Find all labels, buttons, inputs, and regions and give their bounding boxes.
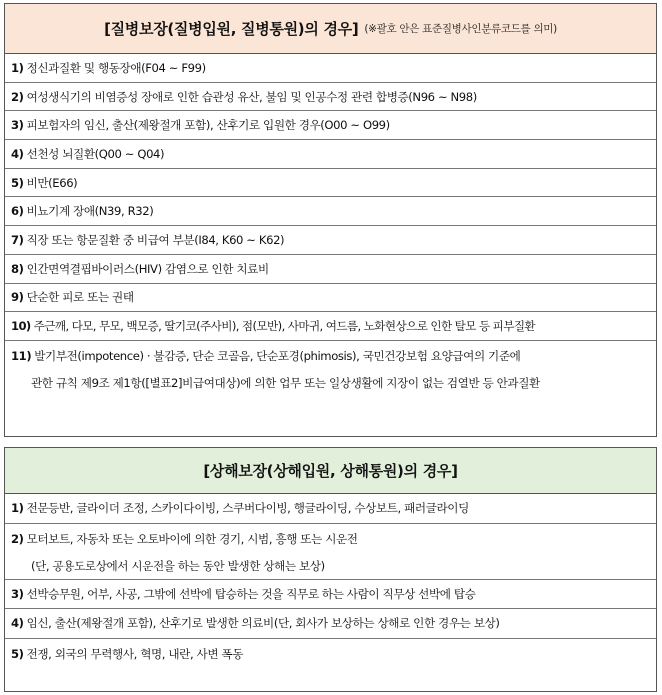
item-text-continued: (단, 공용도로상에서 시운전을 하는 동안 발생한 상해는 보상)	[31, 558, 325, 573]
item-number: 3)	[11, 586, 24, 601]
exclusion-row	[5, 169, 656, 198]
item-text: 단순한 피로 또는 권태	[26, 290, 134, 305]
item-number: 2)	[11, 89, 24, 104]
item-number: 5)	[11, 175, 24, 190]
item-number: 1)	[11, 501, 24, 516]
item-text: 직장 또는 항문질환 중 비급여 부분(I84, K60 ~ K62)	[26, 232, 285, 247]
item-text-continued: 관한 규칙 제9조 제1항([별표2]비급여대상)에 의한 업무 또는 일상생활에 지장이 없는 검열반 등 안과질환	[31, 375, 540, 390]
item-text: 주근깨, 다모, 무모, 백모증, 딸기코(주사비), 점(모반), 사마귀, 여드름, 노화현상으로 인한 탈모 등 피부질환	[33, 319, 536, 334]
item-text: 전쟁, 외국의 무력행사, 혁명, 내란, 사변 폭동	[26, 646, 244, 661]
exclusion-row	[5, 284, 656, 313]
exclusion-row	[5, 580, 656, 610]
exclusion-row	[5, 140, 656, 169]
item-text: 여성생식기의 비염증성 장애로 인한 습관성 유산, 불임 및 인공수정 관련 합병증(N96 ~ N98)	[26, 89, 477, 104]
exclusion-row	[5, 111, 656, 140]
item-text: 비만(E66)	[26, 175, 78, 190]
item-number: 4)	[11, 146, 24, 161]
disease-coverage-title: [질병보장(질병입원, 질병통원)의 경우]	[104, 20, 359, 38]
item-number: 1)	[11, 60, 24, 75]
item-text: 정신과질환 및 행동장애(F04 ~ F99)	[26, 60, 206, 75]
item-text: 인간면역결핍바이러스(HIV) 감염으로 인한 치료비	[26, 261, 269, 276]
item-number: 2)	[11, 531, 24, 546]
injury-coverage-header	[5, 448, 656, 494]
disease-coverage-table	[4, 3, 657, 437]
item-text: 임신, 출산(제왕절개 포함), 산후기로 발생한 의료비(단, 회사가 보상하는 상해로 인한 경우는 보상)	[26, 616, 500, 631]
item-number: 9)	[11, 290, 24, 305]
item-text: 비뇨기계 장애(N39, R32)	[26, 204, 154, 219]
exclusion-row	[5, 341, 656, 397]
item-number: 3)	[11, 118, 24, 133]
item-text: 선박승무원, 어부, 사공, 그밖에 선박에 탑승하는 것을 직무로 하는 사람이 직무상 선박에 탑승	[26, 586, 476, 601]
exclusion-row	[5, 609, 656, 639]
item-number: 4)	[11, 616, 24, 631]
item-text: 전문등반, 글라이더 조정, 스카이다이빙, 스쿠버다이빙, 행글라이딩, 수상보트, 패러글라이딩	[26, 501, 469, 516]
item-text: 발기부전(impotence) · 불감증, 단순 코골음, 단순포경(phimosis), 국민건강보험 요양급여의 기준에	[34, 348, 521, 363]
exclusion-row	[5, 494, 656, 524]
exclusion-row	[5, 226, 656, 255]
item-text: 선천성 뇌질환(Q00 ~ Q04)	[26, 146, 165, 161]
exclusion-row	[5, 255, 656, 284]
item-number: 6)	[11, 204, 24, 219]
injury-coverage-title: [상해보장(상해입원, 상해통원)의 경우]	[203, 462, 458, 480]
exclusion-row	[5, 639, 656, 669]
exclusion-row	[5, 54, 656, 83]
item-number: 5)	[11, 646, 24, 661]
item-text: 피보험자의 임신, 출산(제왕절개 포함), 산후기로 입원한 경우(O00 ~ O99)	[26, 118, 390, 133]
item-number: 8)	[11, 261, 24, 276]
item-number: 11)	[11, 348, 32, 363]
exclusion-row	[5, 312, 656, 341]
item-number: 7)	[11, 232, 24, 247]
disease-coverage-header	[5, 4, 656, 54]
disease-code-note: (※괄호 안은 표준질병사인분류코드를 의미)	[364, 23, 557, 35]
item-text: 모터보트, 자동차 또는 오토바이에 의한 경기, 시범, 흥행 또는 시운전	[26, 531, 358, 546]
exclusion-row	[5, 524, 656, 580]
exclusion-row	[5, 83, 656, 112]
exclusion-row	[5, 197, 656, 226]
item-number: 10)	[11, 319, 31, 334]
injury-coverage-table	[4, 447, 657, 692]
